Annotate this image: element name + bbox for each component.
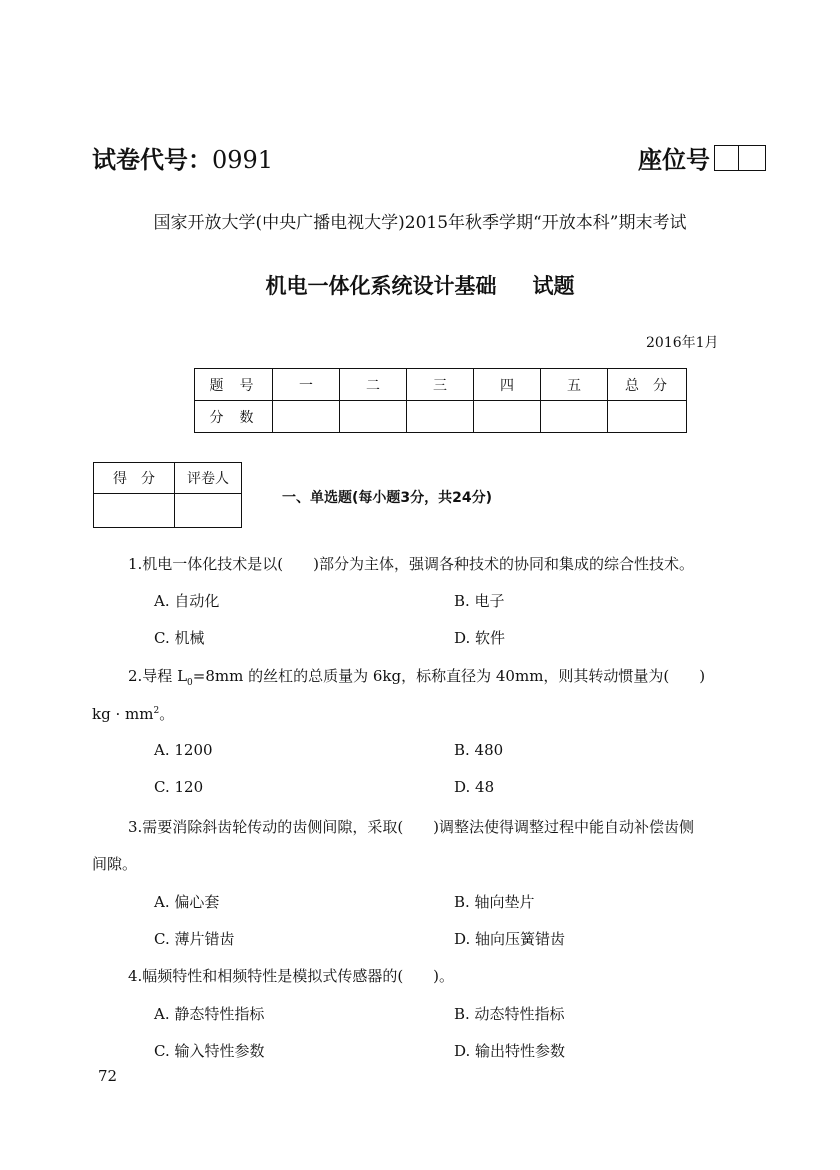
question-4-option-c: C. 输入特性参数 — [154, 1042, 265, 1060]
score-header-3: 三 — [407, 369, 474, 401]
question-4-stem: 4.幅频特性和相频特性是模拟式传感器的( )。 — [128, 967, 455, 985]
page-number: 72 — [98, 1067, 118, 1085]
score-cell-total — [608, 401, 687, 433]
grader-score-label: 得分 — [94, 463, 175, 494]
question-2-option-a: A. 1200 — [154, 741, 213, 759]
score-table-score-row — [195, 401, 687, 433]
paper-code — [92, 140, 273, 175]
paper-code-number: 0991 — [212, 146, 274, 174]
score-header-total: 总分 — [608, 369, 687, 401]
seat-label: 座位号 — [638, 146, 710, 174]
score-header-4: 四 — [474, 369, 541, 401]
score-cell-question-label: 题号 — [195, 369, 273, 401]
score-cell-4 — [474, 401, 541, 433]
score-cell-5 — [541, 401, 608, 433]
question-3-option-c: C. 薄片错齿 — [154, 930, 235, 948]
question-2-option-c: C. 120 — [154, 778, 204, 796]
seat-number-box — [714, 145, 766, 171]
score-header-5: 五 — [541, 369, 608, 401]
title-suffix: 试题 — [532, 274, 575, 298]
question-2-option-d: D. 48 — [454, 778, 495, 796]
question-2-stem — [128, 665, 705, 688]
question-2-unit: kg · mm — [92, 705, 154, 723]
question-3-continuation: 间隙。 — [92, 855, 138, 873]
question-2-stem-part-b: =8mm 的丝杠的总质量为 6kg，标称直径为 40mm，则其转动惯量为( ) — [192, 667, 706, 685]
question-1-option-b: B. 电子 — [454, 592, 505, 610]
question-4-option-d: D. 输出特性参数 — [454, 1042, 566, 1060]
question-4-option-a: A. 静态特性指标 — [154, 1005, 265, 1023]
question-3-stem: 3.需要消除斜齿轮传动的齿侧间隙，采取( )调整法使得调整过程中能自动补偿齿侧 — [128, 818, 695, 836]
grader-name-label: 评卷人 — [175, 463, 242, 494]
score-header-1: 一 — [273, 369, 340, 401]
score-cell-1 — [273, 401, 340, 433]
exam-title: 国家开放大学(中央广播电视大学)2015年秋季学期“开放本科”期末考试 — [153, 213, 687, 233]
question-1-stem: 1.机电一体化技术是以( )部分为主体，强调各种技术的协同和集成的综合性技术。 — [128, 555, 695, 573]
grader-score-cell — [94, 494, 175, 528]
question-2-end: 。 — [159, 705, 175, 723]
course-name: 机电一体化系统设计基础 — [265, 274, 497, 298]
question-4-option-b: B. 动态特性指标 — [454, 1005, 565, 1023]
question-2-option-b: B. 480 — [454, 741, 504, 759]
question-1-option-c: C. 机械 — [154, 629, 205, 647]
question-2-stem-part-a: 2.导程 L — [128, 667, 188, 685]
score-table-header-row — [195, 369, 687, 401]
question-2-subscript: 0 — [187, 678, 193, 688]
question-3-option-d: D. 轴向压簧错齿 — [454, 930, 566, 948]
course-title — [0, 270, 840, 300]
grader-table-header-row — [94, 463, 242, 494]
section-title: 一、单选题(每小题3分，共24分) — [282, 490, 493, 506]
question-2-superscript: 2 — [153, 706, 160, 716]
score-cell-score-label: 分数 — [195, 401, 273, 433]
score-header-2: 二 — [340, 369, 407, 401]
score-table — [194, 368, 687, 433]
question-1-option-d: D. 软件 — [454, 629, 506, 647]
score-cell-2 — [340, 401, 407, 433]
question-1-option-a: A. 自动化 — [154, 592, 220, 610]
exam-date: 2016年1月 — [646, 335, 719, 351]
question-2-continuation — [92, 703, 174, 724]
grader-table — [93, 462, 242, 528]
question-3-option-a: A. 偏心套 — [154, 893, 220, 911]
question-3-option-b: B. 轴向垫片 — [454, 893, 535, 911]
score-cell-3 — [407, 401, 474, 433]
grader-name-cell — [175, 494, 242, 528]
grader-table-body-row — [94, 494, 242, 528]
paper-code-label: 试卷代号： — [92, 146, 212, 174]
